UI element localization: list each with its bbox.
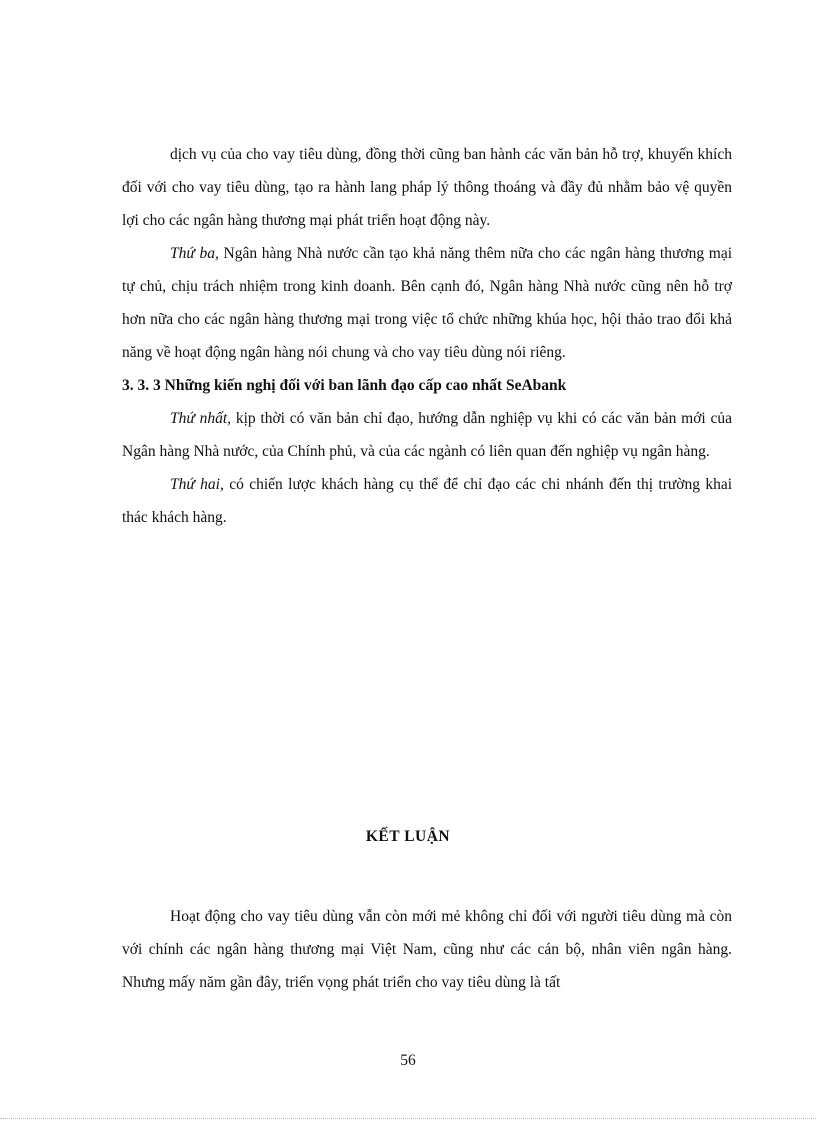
paragraph-thu-hai [122,468,732,534]
body-text [122,138,732,534]
conclusion-text: Hoạt động cho vay tiêu dùng vẫn còn mới mẻ không chỉ đối với người tiêu dùng mà còn với chính các ngân hàng thương mại Việt Nam, cũng như các cán bộ, nhân viên ngân hàng. Nhưng mấy năm gần đây, triển vọng phát triển cho vay tiêu dùng là tất [122,908,732,991]
paragraph-lead: Thứ hai, [170,476,224,493]
paragraph-text: kịp thời có văn bản chỉ đạo, hướng dẫn nghiệp vụ khi có các văn bản mới của Ngân hàng Nhà nước, của Chính phủ, và của các ngành có liên quan đến nghiệp vụ ngân hàng. [122,410,732,460]
paragraph-thu-nhat [122,402,732,468]
paragraph-text: dịch vụ của cho vay tiêu dùng, đồng thời cũng ban hành các văn bản hỗ trợ, khuyến khích đối với cho vay tiêu dùng, tạo ra hành lang pháp lý thông thoáng và đầy đủ nhằm bảo vệ quyền lợi cho các ngân hàng thương mại phát triển hoạt động này. [122,146,732,229]
paragraph-text: Ngân hàng Nhà nước cần tạo khả năng thêm nữa cho các ngân hàng thương mại tự chủ, chịu trách nhiệm trong kinh doanh. Bên cạnh đó, Ngân hàng Nhà nước cũng nên hỗ trợ hơn nữa cho các ngân hàng thương mại trong việc tổ chức những khúa học, hội thảo trao đổi khả năng về hoạt động ngân hàng nói chung và cho vay tiêu dùng nói riêng. [122,245,733,361]
paragraph-lead: Thứ ba, [170,245,219,262]
paragraph-continued [122,138,732,237]
paragraph-thu-ba [122,237,732,369]
paragraph-text: có chiến lược khách hàng cụ thể để chỉ đạo các chi nhánh đến thị trường khai thác khách hàng. [122,476,733,526]
conclusion-title: KẾT LUẬN [365,828,451,845]
paragraph-lead: Thứ nhất, [170,410,232,427]
section-heading: 3. 3. 3 Những kiến nghị đối với ban lãnh đạo cấp cao nhất SeAbank [122,377,567,394]
bottom-dotted-line [0,1118,816,1119]
page-number: 56 [400,1052,416,1069]
